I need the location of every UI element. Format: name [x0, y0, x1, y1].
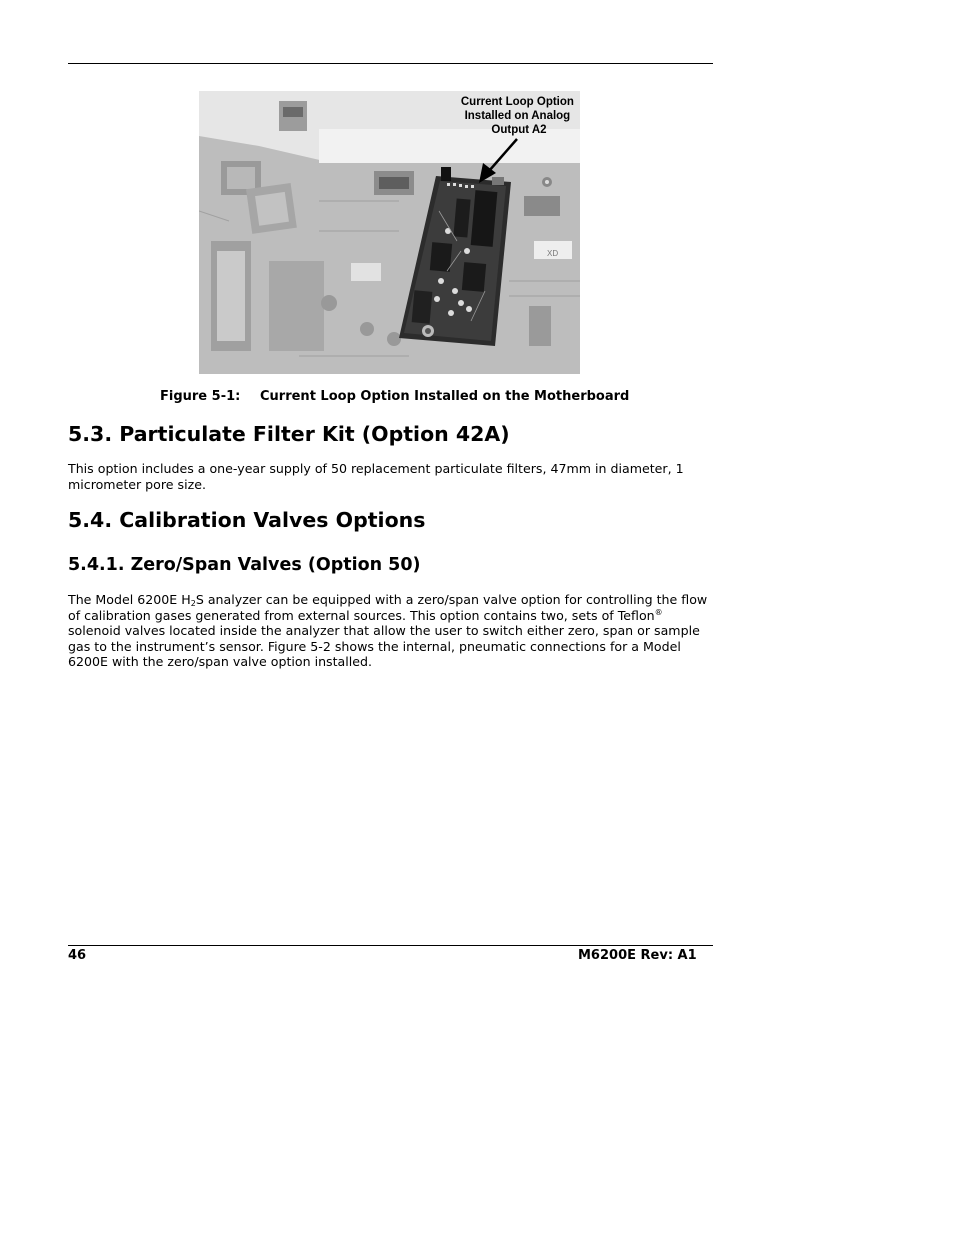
figure-current-loop-photo — [199, 91, 580, 374]
body-text-start: The Model 6200E H — [68, 592, 191, 607]
callout-line-1: Current Loop Option — [460, 96, 574, 108]
footer-rule — [68, 945, 713, 946]
subscript-2: 2 — [190, 599, 196, 608]
section-heading-5-3: 5.3. Particulate Filter Kit (Option 42A) — [68, 422, 510, 446]
body-text-middle: S analyzer can be equipped with a zero/span valve option for controlling the flow of calibration gases generated from external sources. This option contains two, sets of Teflon — [68, 592, 708, 623]
figure-caption — [160, 389, 629, 404]
callout-line-2: Installed on Analog — [464, 110, 571, 122]
section-heading-5-4: 5.4. Calibration Valves Options — [68, 508, 426, 532]
section-5-3-body: This option includes a one-year supply of 50 replacement particulate filters, 47mm in diameter, 1 micrometer pore size. — [68, 461, 684, 492]
section-5-4-1-body — [68, 592, 718, 670]
figure-caption-text: Current Loop Option Installed on the Motherboard — [260, 389, 630, 404]
callout-line-3: Output A2 — [491, 124, 547, 136]
section-heading-5-4-1: 5.4.1. Zero/Span Valves (Option 50) — [68, 555, 421, 575]
footer-doc-revision: M6200E Rev: A1 — [578, 948, 697, 963]
footer-page-number: 46 — [68, 948, 87, 963]
header-rule — [68, 63, 713, 64]
figure-caption-number: Figure 5-1: — [160, 389, 241, 404]
board-mark-xd: XD — [547, 249, 559, 258]
body-text-end: solenoid valves located inside the analyzer that allow the user to switch either zero, span or sample gas to the instrument’s sensor. Figure 5-2 shows the internal, pneumatic connections for a Model 6200E with the zero/span valve option installed. — [68, 623, 700, 669]
registered-mark: ® — [654, 607, 663, 617]
